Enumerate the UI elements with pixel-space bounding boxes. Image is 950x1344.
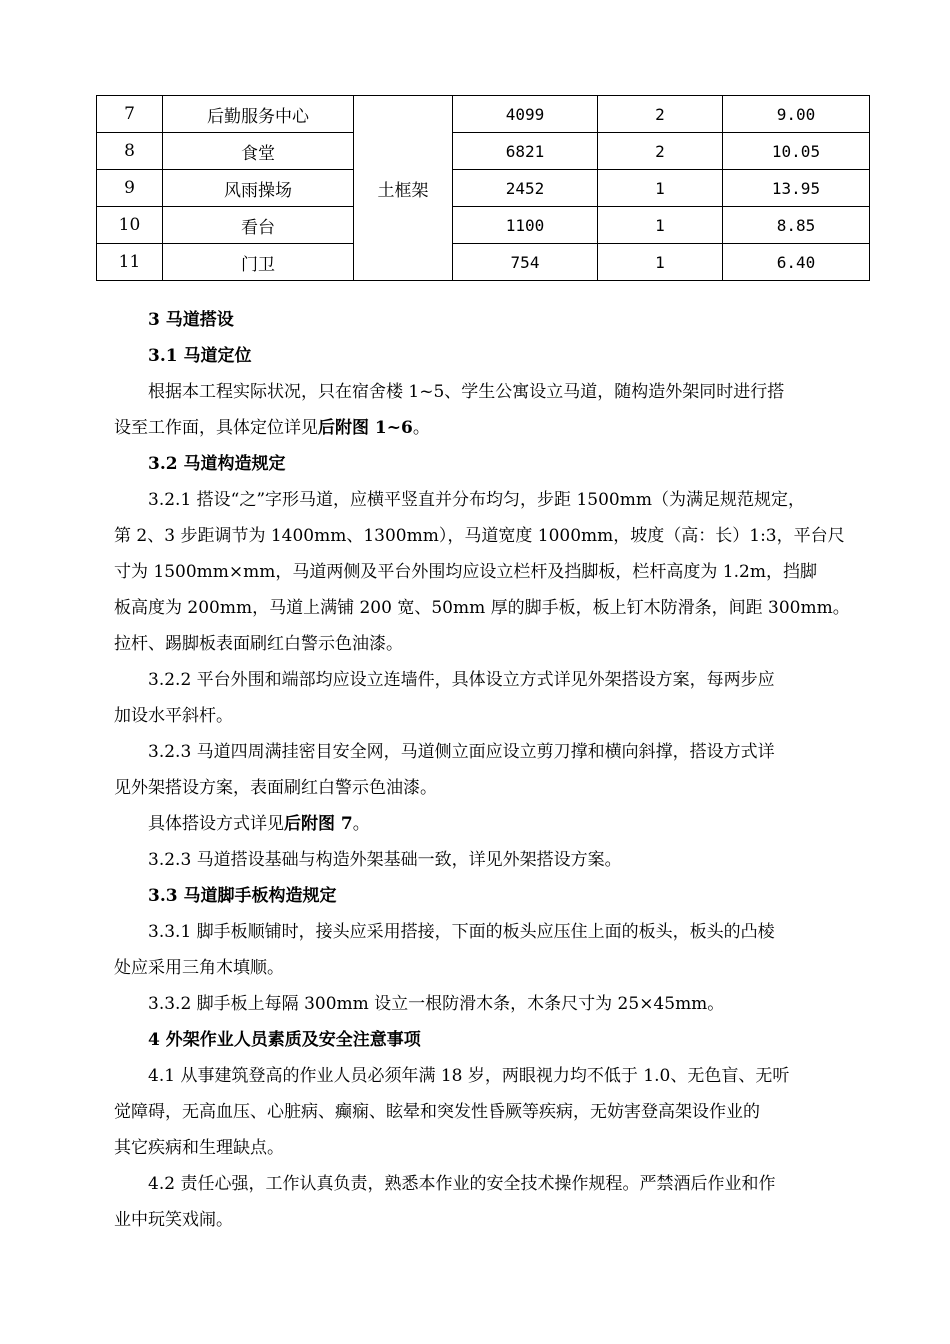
- paragraph-line: 4.2 责任心强，工作认真负责，熟悉本作业的安全技术操作规程。严禁酒后作业和作: [148, 1174, 776, 1194]
- paragraph-line: 业中玩笑戏闹。: [114, 1210, 233, 1230]
- building-height: 9.00: [723, 96, 870, 133]
- paragraph-line: [114, 410, 874, 446]
- figure-reference: 后附图 7: [284, 814, 353, 834]
- building-height: 13.95: [723, 170, 870, 207]
- text: 。: [352, 814, 370, 834]
- paragraph-line: 拉杆、踢脚板表面刷红白警示色油漆。: [114, 634, 403, 654]
- paragraph-line: 4.1 从事建筑登高的作业人员必须年满 18 岁，两眼视力均不低于 1.0、无色盲、无听: [148, 1066, 790, 1086]
- row-no: 9: [97, 170, 163, 207]
- paragraph-line: 3.2.3 马道四周满挂密目安全网，马道侧立面应设立剪刀撑和横向斜撑，搭设方式详: [148, 742, 775, 762]
- paragraph-line: [148, 806, 908, 842]
- building-name: 风雨操场: [163, 170, 354, 207]
- building-area: 1100: [453, 207, 598, 244]
- section-3-3-heading: 3.3 马道脚手板构造规定: [148, 886, 337, 906]
- paragraph-line: 3.3.1 脚手板顺铺时，接头应采用搭接，下面的板头应压住上面的板头，板头的凸棱: [148, 922, 775, 942]
- table-row: [97, 133, 870, 170]
- table-row: [97, 244, 870, 281]
- section-4-heading: 4 外架作业人员素质及安全注意事项: [148, 1030, 421, 1050]
- building-name: 看台: [163, 207, 354, 244]
- building-area: 2452: [453, 170, 598, 207]
- paragraph-line: 3.2.1 搭设“之”字形马道，应横平竖直并分布均匀，步距 1500mm（为满足规范规定，: [148, 490, 805, 510]
- paragraph-line: 3.2.3 马道搭设基础与构造外架基础一致，详见外架搭设方案。: [148, 850, 622, 870]
- section-3-heading: 3 马道搭设: [148, 310, 234, 330]
- paragraph-line: 其它疾病和生理缺点。: [114, 1138, 284, 1158]
- section-3-2-heading: 3.2 马道构造规定: [148, 454, 286, 474]
- floor-count: 1: [598, 244, 723, 281]
- floor-count: 2: [598, 133, 723, 170]
- paragraph-line: 根据本工程实际状况，只在宿舍楼 1~5、学生公寓设立马道，随构造外架同时进行搭: [148, 382, 785, 402]
- paragraph-line: 3.3.2 脚手板上每隔 300mm 设立一根防滑木条，木条尺寸为 25×45mm。: [148, 994, 725, 1014]
- row-no: 7: [97, 96, 163, 133]
- figure-reference: 后附图 1~6: [318, 418, 413, 438]
- building-name: 门卫: [163, 244, 354, 281]
- building-area: 6821: [453, 133, 598, 170]
- building-height: 10.05: [723, 133, 870, 170]
- building-name: 食堂: [163, 133, 354, 170]
- floor-count: 1: [598, 170, 723, 207]
- paragraph-line: 3.2.2 平台外围和端部均应设立连墙件，具体设立方式详见外架搭设方案，每两步应: [148, 670, 775, 690]
- text: 设至工作面，具体定位详见: [114, 418, 318, 438]
- paragraph-line: 加设水平斜杆。: [114, 706, 233, 726]
- table-row: [97, 170, 870, 207]
- building-height: 6.40: [723, 244, 870, 281]
- structure-type: 土框架: [354, 96, 453, 281]
- table-row: [97, 207, 870, 244]
- paragraph-line: 处应采用三角木填顺。: [114, 958, 284, 978]
- building-area: 4099: [453, 96, 598, 133]
- building-height: 8.85: [723, 207, 870, 244]
- row-no: 10: [97, 207, 163, 244]
- floor-count: 1: [598, 207, 723, 244]
- text: 具体搭设方式详见: [148, 814, 284, 834]
- paragraph-line: 见外架搭设方案，表面刷红白警示色油漆。: [114, 778, 437, 798]
- paragraph-line: 板高度为 200mm，马道上满铺 200 宽、50mm 厚的脚手板，板上钉木防滑条，间距 300mm。: [114, 598, 850, 618]
- floor-count: 2: [598, 96, 723, 133]
- paragraph-line: 寸为 1500mm×mm，马道两侧及平台外围均应设立栏杆及挡脚板，栏杆高度为 1.2m，挡脚: [114, 562, 817, 582]
- row-no: 11: [97, 244, 163, 281]
- building-name: 后勤服务中心: [163, 96, 354, 133]
- building-table: [96, 95, 870, 281]
- text: 。: [412, 418, 430, 438]
- row-no: 8: [97, 133, 163, 170]
- building-area: 754: [453, 244, 598, 281]
- paragraph-line: 第 2、3 步距调节为 1400mm、1300mm），马道宽度 1000mm，坡度（高：长）1:3，平台尺: [114, 526, 845, 546]
- section-3-1-heading: 3.1 马道定位: [148, 346, 252, 366]
- paragraph-line: 觉障碍，无高血压、心脏病、癫痫、眩晕和突发性昏厥等疾病，无妨害登高架设作业的: [114, 1102, 760, 1122]
- table-row: [97, 96, 870, 133]
